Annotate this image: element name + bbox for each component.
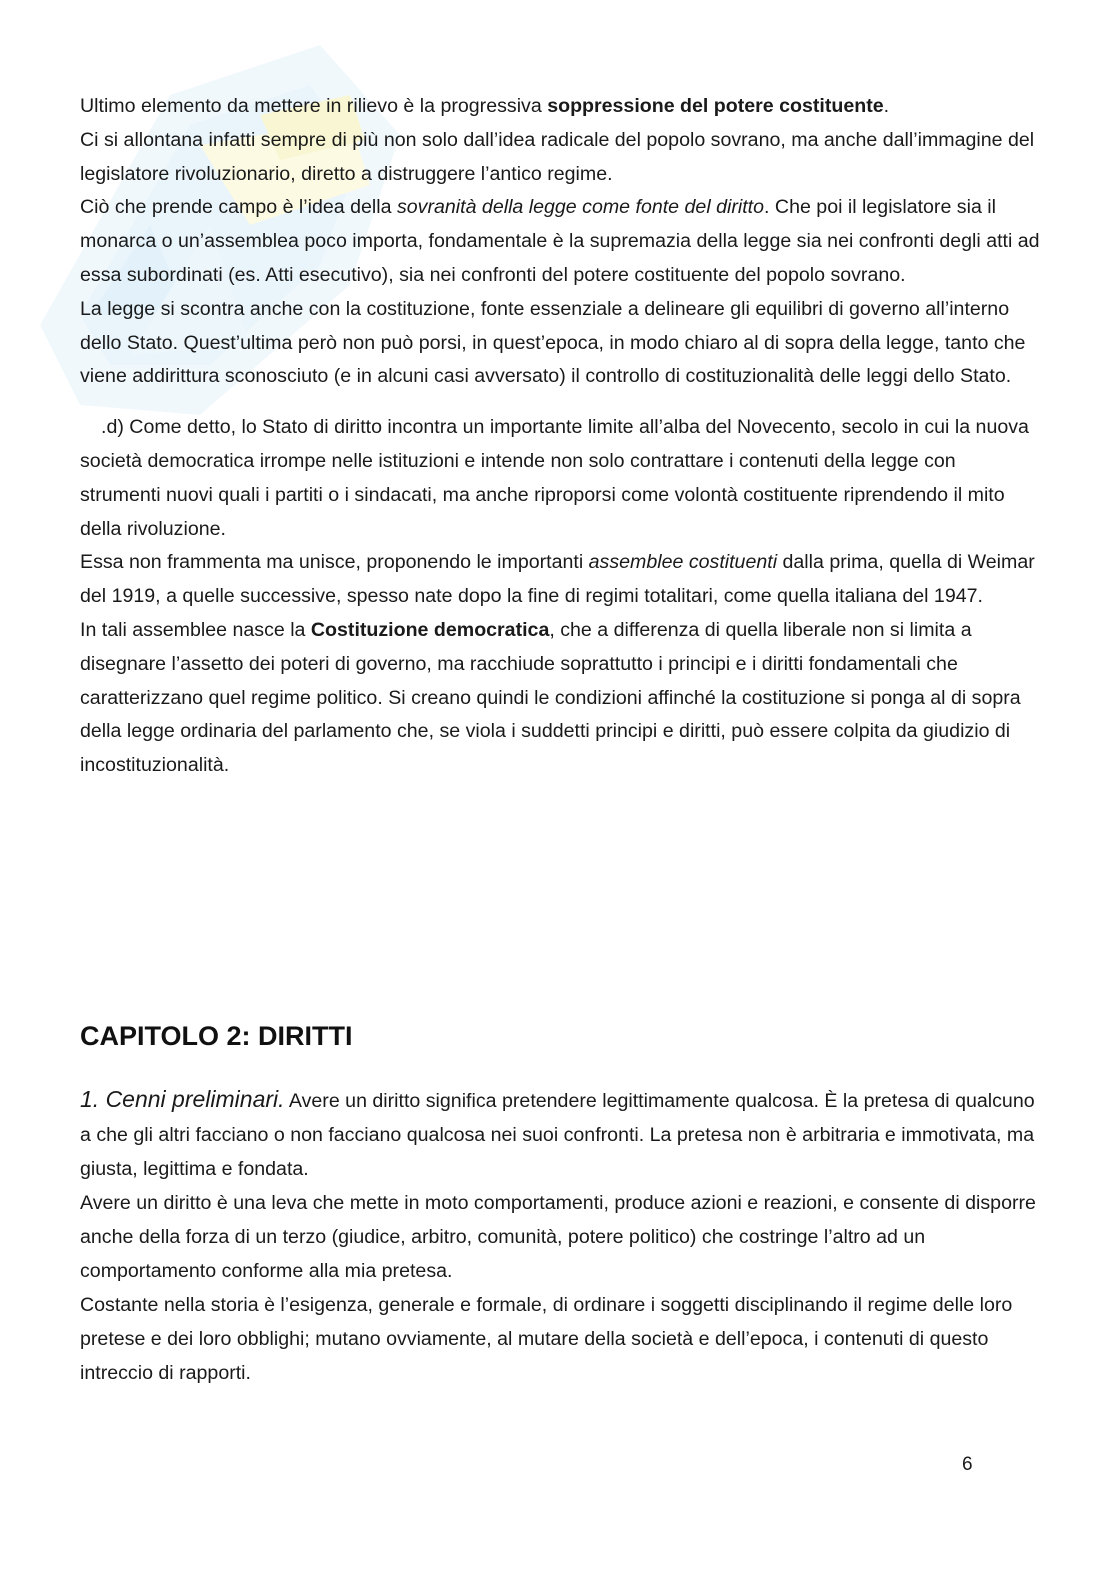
page-number: 6	[962, 1454, 973, 1475]
bold-term: Costituzione democratica	[310, 618, 550, 641]
document-body-top	[80, 90, 1040, 783]
paragraph: 1. Cenni preliminari. Avere un diritto significa pretendere legittimamente qualcosa. È la pretesa di qualcuno a che gli altri facciano o non facciano qualcosa nei suoi confronti. La pretesa non è arbitraria e immotivata, ma giusta, legittima e fondata.	[80, 1086, 1035, 1180]
bold-term: soppressione del potere costituente	[547, 95, 884, 117]
italic-term: assemblee costituenti	[588, 551, 778, 574]
paragraph: .d) Come detto, lo Stato di diritto incontra un importante limite all’alba del Novecento, secolo in cui la nuova società democratica irrompe nelle istituzioni e intende non solo contrattare i contenuti della legge con strumenti nuovi quali i partiti o i sindacati, ma anche riproporsi come volontà costituente riprendendo il mito della rivoluzione.	[80, 416, 1029, 540]
paragraph: Costante nella storia è l’esigenza, generale e formale, di ordinare i soggetti disciplinando il regime delle loro pretese e dei loro obblighi; mutano ovviamente, al mutare della società e dell’epoca, i contenuti di questo intreccio di rapporti.	[80, 1294, 1013, 1384]
paragraph: In tali assemblee nasce la Costituzione democratica, che a differenza di quella liberale non si limita a disegnare l’assetto dei poteri di governo, ma racchiude soprattutto i principi e i diritti fondamentali che caratterizzano quel regime politico. Si creano quindi le condizioni affinché la costituzione si ponga al di sopra della legge ordinaria del parlamento che, se viola i suddetti principi e diritti, può essere colpita da giudizio di incostituzionalità.	[80, 618, 1021, 777]
paragraph: Ci si allontana infatti sempre di più non solo dall’idea radicale del popolo sovrano, ma anche dall’immagine del legislatore rivoluzionario, diretto a distruggere l’antico regime.	[80, 128, 1035, 185]
chapter-title: CAPITOLO 2: DIRITTI	[80, 1021, 353, 1051]
document-body-bottom	[80, 1082, 1040, 1390]
section-heading: 1. Cenni preliminari.	[80, 1086, 285, 1112]
paragraph: Ultimo elemento da mettere in rilievo è la progressiva soppressione del potere costituente.	[80, 95, 890, 117]
italic-term: sovranità della legge come fonte del diritto	[396, 196, 765, 219]
paragraph: La legge si scontra anche con la costituzione, fonte essenziale a delineare gli equilibri di governo all’interno dello Stato. Quest’ultima però non può porsi, in quest’epoca, in modo chiaro al di sopra della legge, tanto che viene addirittura sconosciuto (e in alcuni casi avversato) il controllo di costituzionalità delle leggi dello Stato.	[80, 297, 1026, 388]
paragraph: Essa non frammenta ma unisce, proponendo le importanti assemblee costituenti dalla prima, quella di Weimar del 1919, a quelle successive, spesso nate dopo la fine di regimi totalitari, come quella italiana del 1947.	[80, 551, 1035, 608]
paragraph: Ciò che prende campo è l’idea della sovranità della legge come fonte del diritto. Che poi il legislatore sia il monarca o un’assemblea poco importa, fondamentale è la supremazia della legge sia nei confronti degli atti ad essa subordinati (es. Atti esecutivo), sia nei confronti del potere costituente del popolo sovrano.	[80, 196, 1040, 286]
paragraph: Avere un diritto è una leva che mette in moto comportamenti, produce azioni e reazioni, e consente di disporre anche della forza di un terzo (giudice, arbitro, comunità, potere politico) che costringe l’altro ad un comportamento conforme alla mia pretesa.	[80, 1192, 1036, 1282]
